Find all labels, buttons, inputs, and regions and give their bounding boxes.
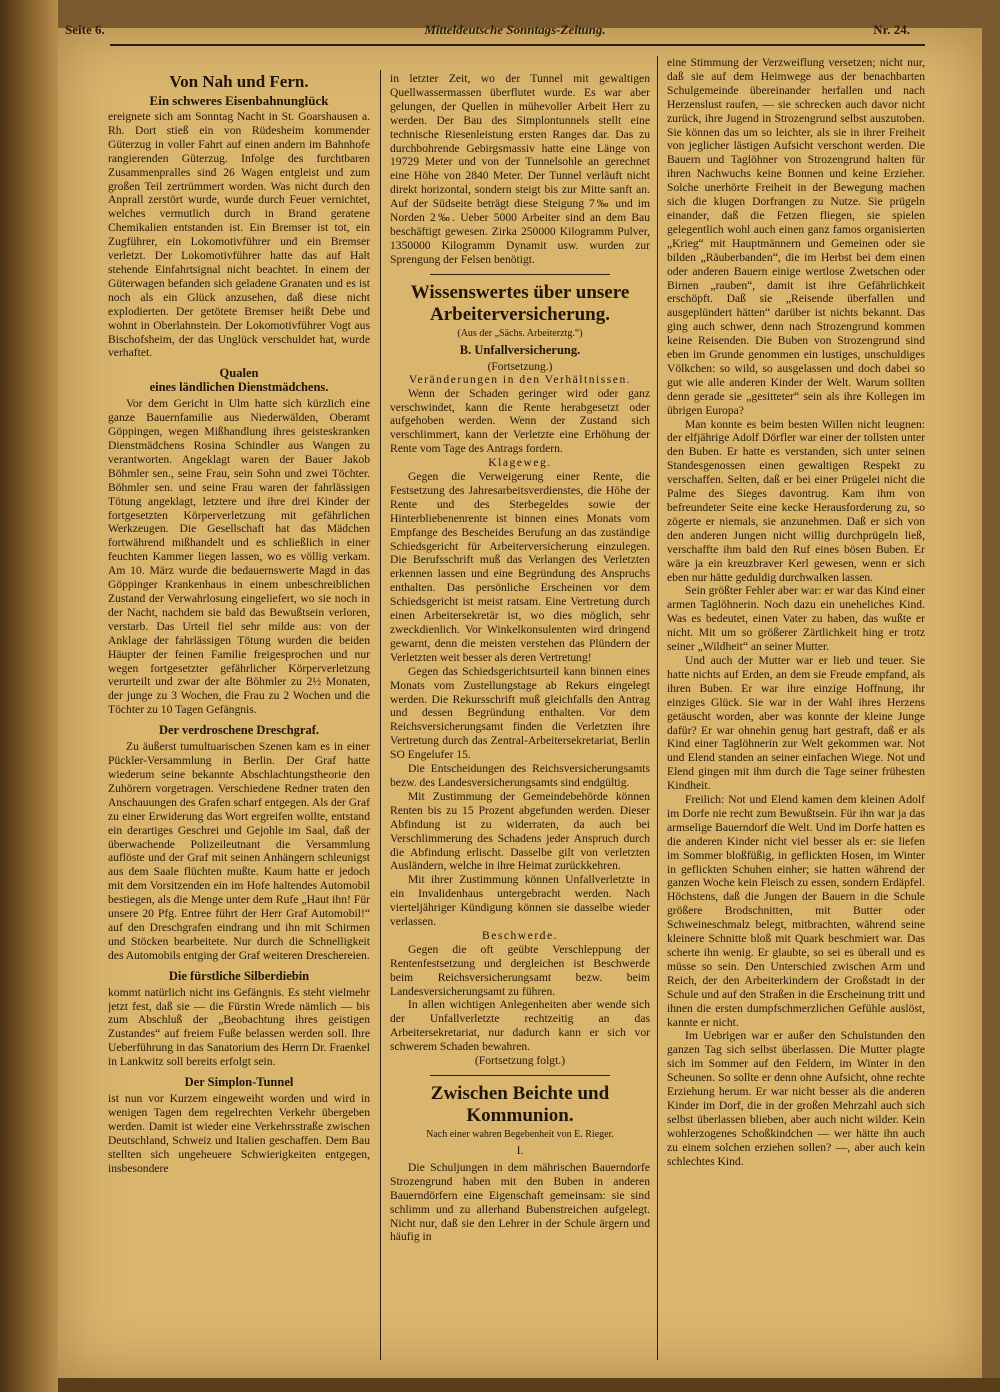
column-3 [667, 56, 925, 1346]
paragraph-title-changes: Veränderungen in den Verhältnissen. [408, 372, 632, 386]
story-paragraph-5: Und auch der Mutter war er lieb und teuer. Sie hatte nichts auf Erden, an dem sie Freude empfand, als ihren Buben. Er war ihre einzige Hoffnung, ihr einziges Glück. Sie war in der Wahl ihres Herzens getäuscht worden, aber was konnte der kleine Junge dafür? Er war ohnehin genug hart gestraft, daß er als Kind einer Taglöhnerin zur Welt gekommen war. Not und Elend standen an seiner einfachen Wiege. Not und Elend gingen mit ihm durch die Tage seiner frühesten Kindheit. [667, 653, 925, 793]
to-be-continued: (Fortsetzung folgt.) [474, 1054, 566, 1068]
article-title-maid-1: Qualen [219, 366, 259, 381]
divider [430, 274, 610, 275]
column-rule-2 [657, 56, 658, 1360]
article-text-dreschgraf: Zu äußerst tumultuarischen Szenen kam es in einer Pückler-Versammlung in Berlin. Der Graf hatte wiederum seine bekannte Abschlachtungstheorie den Zuhörern vorgetragen. Verschiedene Redner traten den Anschauungen des Grafen scharf entgegen. Als der Graf zu einer Erwiderung das Wort ergreifen wollte, entstand ein derartiges Geschrei und Gejohle im Saal, daß der überwachende Polizeileutnant die Versammlung auflöste und der Graf mit seinen Anhängern schleunigst aus dem Saale flüchten mußte. Kaum hatte er jedoch mit dem Vorsitzenden ein im Hofe haltendes Automobil bestiegen, als die Menge unter dem Rufe „Haut ihn! Für unsere 20 Pfg. Entree führt der Herr Graf Automobil!“ auf den Dreschgrafen eindrang und ihn mit Schirmen und Stöcken bearbeitete. Nur durch die Schnelligkeit des Automobils entging der Graf weiteren Dreschereien. [108, 740, 370, 962]
article-text-maid: Vor dem Gericht in Ulm hatte sich kürzlich eine ganze Bauernfamilie aus Niederwälden, Oberamt Göppingen, wegen Mißhandlung ihres geisteskranken Dienstmädchens Rosina Schindler aus Wangen zu verantworten. Angeklagt waren der Bauer Jakob Böhmler sen., seine Frau, sein Sohn und zwei Töchter. Böhmler sen. und seine Frau waren der fahrlässigen Tötung angeklagt, letztere und ihre drei Kinder der fortgesetzten Körperverletzung mit gefährlichen Werkzeugen. Die Gesellschaft hat das Mädchen fortwährend mißhandelt und es schließlich in einer feuchten Kammer liegen lassen, wo es völlig verkam. Am 10. März wurde die bedauernswerte Magd in das Göppinger Krankenhaus in einem unbeschreiblichen Zustand der Verwahrlosung eingeliefert, wo sie noch in der Nacht, nachdem sie bald das Bewußtsein verloren, verstarb. Das Urteil fiel sehr milde aus: von der Anklage der fahrlässigen Tötung wurden die beiden Häupter der feinen Familie freigesprochen und nur wegen fortgesetzter gefährlicher Körperverletzung verurteilt und zwar der alte Böhmler zu 2½ Monaten, der junge zu 3 Wochen, die Frau zu 2 Wochen und die Töchter zu 10 Tagen Gefängnis. [108, 397, 370, 717]
paragraph-title-klageweg: Klageweg. [488, 456, 552, 470]
article-subtitle-insurance: B. Unfallversicherung. [459, 342, 581, 357]
column-2 [390, 72, 650, 1362]
header-rule [110, 44, 925, 46]
story-paragraph-1: Die Schuljungen in dem mährischen Bauerndorfe Strozengrund haben mit den Buben in anderen Bauerndörfern eine Eigenschaft gemeinsam: sie sind schlimm und zu allerhand Bubenstreichen aufgelegt. Nicht nur, daß sie den Lehrer in der Schule ärgern und häufig in [390, 1160, 650, 1244]
article-source-insurance: (Aus der „Sächs. Arbeiterztg.“) [457, 327, 583, 339]
insurance-paragraph-6: Mit ihrer Zustimmung können Unfallverletzte in ein Invalidenhaus untergebracht werden. Nach vierteljähriger Kündigung können sie dasselbe wieder verlassen. [390, 873, 650, 929]
insurance-paragraph-3: Gegen das Schiedsgerichtsurteil kann binnen eines Monats vom Zustellungstage ab Rekurs eingelegt werden. Die Rekursschrift muß gleichfalls den Antrag und dessen Begründung enthalten. Vor dem Reichsversicherungsamt finden die Verletzten ihre Vertretung durch das Zentral-Arbeitersekretariat, Berlin SO Engelufer 15. [390, 664, 650, 762]
article-title-simplon: Der Simplon-Tunnel [184, 1075, 294, 1090]
insurance-paragraph-4: Die Entscheidungen des Reichsversicherungsamts bezw. des Landesversicherungsamts sind endgültig. [390, 762, 650, 789]
article-title-silver-thief: Die fürstliche Silberdiebin [168, 968, 310, 983]
article-text-silver-thief: kommt natürlich nicht ins Gefängnis. Es steht vielmehr jetzt fest, daß sie — die Fürstin Wrede nämlich — bis zum Abschluß der „Beobachtung ihres geistigen Zustandes“ auf freiem Fuße belassen werden soll. Ihre Ueberführung in das Sanatorium des Herrn Dr. Fraenkel in Lankwitz soll bereits erfolgt sein. [108, 985, 370, 1069]
story-paragraph-6: Freilich: Not und Elend kamen dem kleinen Adolf im Dorfe nie recht zum Bewußtsein. Für ihn war ja das armselige Bauerndorf die Welt. Und im Dorfe hatten es die anderen Kinder nicht viel besser als er: sie liefen im Sommer bloßfüßig, in geflickten Hosen, im Winter in geflickten Schuhen einher; sie hatten während der ganzen Woche kein Fleisch zu essen, sondern Erdäpfel. Höchstens, daß die Jungen der Bauern in die Schule größere Brodschnitten, mit Butter oder Schweineschmalz belegt, mitbrachten, während seine kleinere Schnitte bloß mit Quark beschmiert war. Das scherte ihn wenig. Er glaubte, so sei es überall und es müsse so sein. Den Unterschied zwischen Arm und Reich, der den Arbeiterkindern der Großstadt in der Schule und auf den Straßen in die Erscheinung tritt und ihnen die ersten dumpfschmerzlichen Gefühle auslöst, kannte er nicht. [667, 793, 925, 1029]
article-text-simplon: ist nun vor Kurzem eingeweiht worden und wird in wenigen Tagen dem regelrechten Verkehr übergeben werden. Damit ist wieder eine Verkehrsstraße zwischen Deutschland, Schweiz und Italien geschaffen. Dem Bau stellten sich ungeheuere Schwierigkeiten entgegen, insbesondere [108, 1092, 370, 1175]
insurance-paragraph-8: In allen wichtigen Anlegenheiten aber wende sich der Unfallverletzte rechtzeitig an das Arbeitersekretariat, nur dadurch kann er sich vor schwerem Schaden bewahren. [390, 998, 650, 1054]
article-text-railway-accident: ereignete sich am Sonntag Nacht in St. Goarshausen a. Rh. Dort stieß ein von Rüdesheim kommender Güterzug in voller Fahrt auf einen andern im Bahnhofe rangierenden Güterzug. Infolge des furchtbaren Zusammenpralles sind 26 Wagen entgleist und zum großen Teil zertrümmert worden. Was nicht durch den Anprall zerstört wurde, wurde durch Feuer vernichtet, welches vermutlich durch in Brand geratene Chemikalien entstanden ist. Ein Bremser ist tot, ein Zugführer, ein Lokomotivführer und ein Bremser verletzt. Der Lokomotivführer hatte das auf Halt stehende Einfahrtsignal nicht beachtet. In einem der Güterwagen befanden sich geladene Granaten und es ist noch als ein Glück anzusehen, daß diese nicht explodierten. Der getötete Bremser heißt Debe und wohnt in Oberlahnstein. Der Lokomotivführer Vogt aus Bischofsheim, der das Unglück verschuldet hat, wurde verhaftet. [108, 110, 370, 360]
insurance-paragraph-2: Gegen die Verweigerung einer Rente, die Festsetzung des Jahresarbeitsverdienstes, die Höhe der Rente und des Sterbegeldes sowie der Hinterbliebenenrente ist binnen eines Monats vom Empfange des Bescheides Berufung an das zuständige Schiedsgericht für Arbeiterversicherung einzulegen. Die Berufsschrift muß das Verlangen des Verletzten erkennen lassen und eine Begründung des Anspruchs enthalten. Das persönliche Erscheinen vor dem Schiedsgericht ist meist ratsam. Eine Vertretung durch einen Arbeitersekretär ist, wo dies möglich, sehr zweckdienlich. Vor Winkelkonsulenten wird dringend gewarnt, denn die meisten verstehen das Plündern der Verletzten weit besser als deren Vertretung! [390, 470, 650, 664]
column-rule-1 [380, 70, 381, 1360]
story-paragraph-3: Man konnte es beim besten Willen nicht leugnen: der elfjährige Adolf Dörfler war einer der tollsten unter den Buben. Er hatte es verstanden, sich unter seinen Standesgenossen einen gewaltigen Respekt zu verschaffen. Selten, daß er bei einer Prügelei nicht die Palme des Sieges davontrug. Kam ihm von befreundeter Seite eine kecke Herausforderung zu, so zögerte er niemals, sie anzunehmen. Daß er sich von den anderen Jungen nicht willig durchprügeln ließ, verschaffte ihm bald den Ruf eines bösen Buben. Er wäre ja ein kreuzbraver Kerl gewesen, wenn er sich eben nur hätte geduldig durchwalken lassen. [667, 417, 925, 584]
column-1 [108, 72, 370, 1362]
section-title: Von Nah und Fern. [169, 72, 309, 91]
page-number: Seite 6. [65, 22, 105, 37]
book-binding [0, 0, 58, 1392]
page-header [65, 22, 910, 42]
article-title-dreschgraf: Der verdroschene Dreschgraf. [158, 723, 320, 738]
insurance-paragraph-1: Wenn der Schaden geringer wird oder ganz verschwindet, kann die Rente herabgesetzt oder aufgehoben werden. Wenn der Zustand sich verschlimmert, kann der Verletzte eine Erhöhung der Rente vom Tage des Antrags fordern. [390, 386, 650, 456]
chapter-number: I. [516, 1144, 524, 1157]
story-paragraph-4: Sein größter Fehler aber war: er war das Kind einer armen Taglöhnerin. Noch dazu ein uneheliches Kind. Was es bedeutet, einen Vater zu haben, das wußte er nicht. Mit um so größerer Zärtlichkeit hing er trotz seiner „Wildheit“ an seiner Mutter. [667, 584, 925, 654]
insurance-paragraph-7: Gegen die oft geübte Verschleppung der Rentenfestsetzung und dergleichen ist Beschwerde beim Reichsversicherungsamt bezw. beim Landesversicherungsamt zu führen. [390, 942, 650, 998]
article-title-maid-2: eines ländlichen Dienstmädchens. [149, 380, 329, 395]
paragraph-title-beschwerde: Beschwerde. [481, 928, 559, 942]
story-paragraph-7: Im Uebrigen war er außer den Schulstunden den ganzen Tag sich selbst überlassen. Die Mutter plagte sich im Sommer auf den Feldern, im Winter in den Scheunen. So sollte er denn ohne Aufsicht, ohne rechte Erziehung herum. Er war nicht besser als die anderen Kinder im Dorf, die in der großen Mehrzahl auch sich selbst überlassen blieben, aber auch nicht wilder. Kein wohlerzogenes Schoßkindchen — wer hätte ihn auch zu einem solchen erziehen sollen? —, aber auch kein schlechtes Kind. [667, 1029, 925, 1168]
story-subtitle: Nach einer wahren Begebenheit von E. Rieger. [426, 1129, 614, 1140]
continued-note: (Fortsetzung.) [487, 360, 553, 373]
article-text-simplon-continued: in letzter Zeit, wo der Tunnel mit gewaltigen Quellwassermassen überflutet wurde. Es war aber gelungen, der Quellen in mühevoller Arbeit Herr zu werden. Der Bau des Simplontunnels stellt eine technische Riesenleistung ersten Ranges dar. Das zu durchbohrende Gebirgsmassiv hatte eine Länge von 19729 Meter und von der Tunnelsohle an gerechnet eine Höhe von 2840 Meter. Der Tunnel verläuft nicht direkt horizontal, sondern steigt bis zur Mitte sanft an. Auf der Südseite beträgt diese Steigung 7‰ und im Norden 2‰. Ueber 5000 Arbeiter sind an dem Bau beschäftigt gewesen. Zirka 250000 Kilogramm Pulver, 1350000 Kilogramm Dynamit usw. wurden zur Sprengung der Felsen benötigt. [390, 72, 650, 266]
issue-number: Nr. 24. [873, 22, 910, 37]
story-paragraph-2: eine Stimmung der Verzweiflung versetzen; nicht nur, daß sie auf dem Heimwege aus der benachbarten Schulgemeinde übereinander herfallen und nach Herzenslust raufen, — sie schrecken auch davor nicht zurück, ihre Jugend in Strozengrund selbst auszutoben. Sie können das um so leichter, als sie in ihrer Freiheit von jeglicher lästigen Aufsicht verschont werden. Die Bauern und Taglöhner von Strozengrund halten für ihren Nachwuchs keine Bonnen und keine Erzieher. Solche unerhörte Freiheit in der Bewegung machen sich die klugen Dorfrangen zu Nutze. Sie prügeln einander, daß die Fetzen fliegen, sie spielen gelegentlich wohl auch einen ganz famos organisierten „Krieg“ mit Hauptmännern und Gemeinen oder sie bilden „Räuberbanden“, die im Herbst bei dem einen oder anderen Bauern einige wertlose Zwetschen oder Birnen „rauben“, damit ist ihre Gefährlichkeit erschöpft. Daß sie „Reisende überfallen und ausgeplündert hätten“ darüber ist nichts bekannt. Das ging auch schwer, denn nach Strozengrund kommen keine Reisenden. Die Buben von Strozengrund sind eben im Grunde genommen ein lustiges, unschuldiges Völkchen: so wild, so ausgelassen und doch dabei so gut wie alle anderen Kinder der Welt. Warum sollten denn gerade sie „gesitteter“ sein als ihre Kollegen im übrigen Europa? [667, 56, 925, 417]
divider [430, 1075, 610, 1076]
page-bottom-edge [58, 1378, 1000, 1392]
article-title-railway-accident: Ein schweres Eisenbahnunglück [149, 93, 329, 108]
story-title: Zwischen Beichte und Kommunion. [430, 1083, 610, 1126]
article-title-insurance: Wissenswertes über unsere Arbeiterversicherung. [410, 281, 630, 325]
newspaper-title: Mitteldeutsche Sonntags-Zeitung. [424, 22, 606, 37]
insurance-paragraph-5: Mit Zustimmung der Gemeindebehörde können Renten bis zu 15 Prozent abgefunden werden. Dieser Abfindung ist zu widerraten, da auch bei Verschlimmerung des Schadens jeder Anspruch durch die Abfindung erlischt. Dasselbe gilt von verletzten Ausländern, welche in ihre Heimat zurückkehren. [390, 789, 650, 873]
